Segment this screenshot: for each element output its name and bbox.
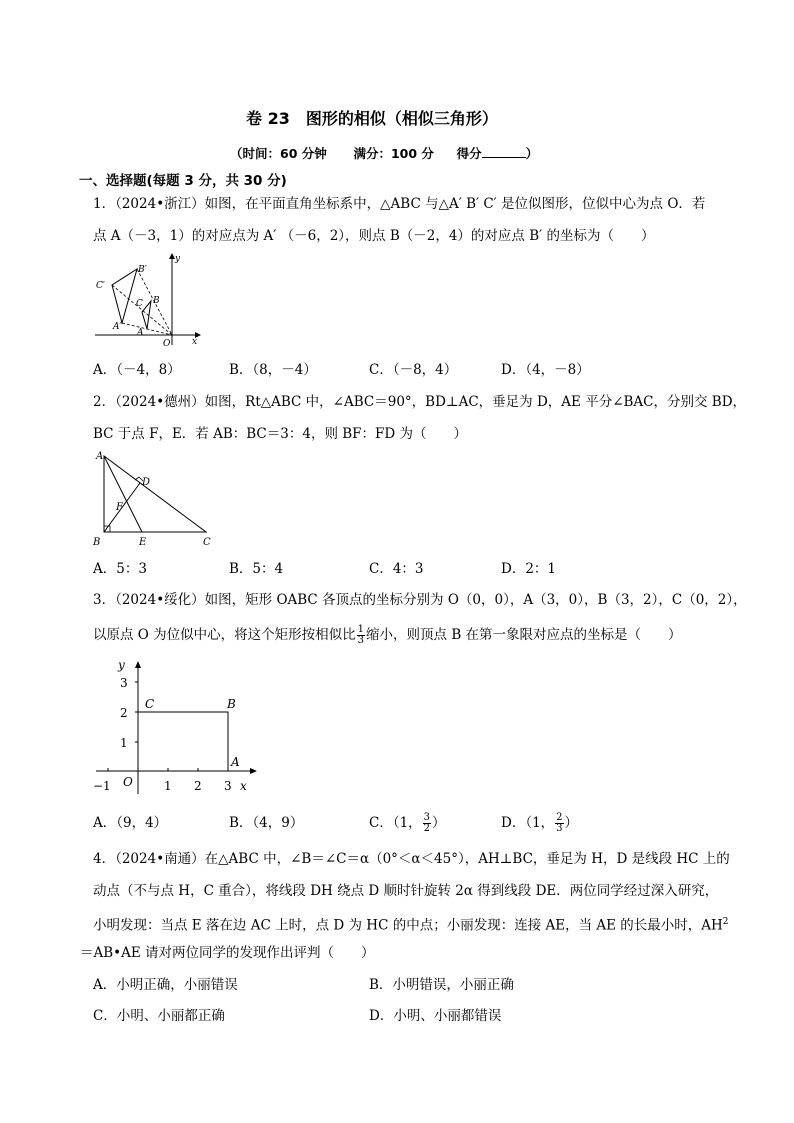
q3-option-b[interactable]: B．（4，9） <box>229 815 304 831</box>
q2-label-F: F <box>116 502 123 513</box>
got-label: 得分 <box>456 146 482 161</box>
q3-option-d-pre: D．（1， <box>501 815 555 831</box>
q2-option-c[interactable]: C．4：3 <box>369 561 424 577</box>
q3-ratio-num: 1 <box>357 624 365 635</box>
q1-option-b[interactable]: B．（8，－4） <box>229 362 317 378</box>
q3-tick-y1: 1 <box>120 736 128 750</box>
q3-option-c-fraction <box>423 813 431 834</box>
q3-label-C: C <box>145 697 155 711</box>
q4-option-a[interactable]: A．小明正确，小丽错误 <box>93 977 238 993</box>
q3-option-d-fraction <box>555 813 563 834</box>
q1-option-a[interactable]: A．（－4，8） <box>93 362 181 378</box>
q4-line3 <box>93 914 729 934</box>
q1-label-O: O <box>163 339 171 349</box>
q3-figure <box>88 654 258 799</box>
q3-line2-post: 缩小，则顶点 B 在第一象限对应点的坐标是（ ） <box>366 627 682 643</box>
q1-label-A1: A′ <box>113 322 122 332</box>
q2-line1: 2．（2024•德州）如图，Rt△ABC 中，∠ABC＝90°，BD⊥AC，垂足为 D，AE 平分∠BAC，分别交 BD， <box>93 394 747 410</box>
q1-label-B: B <box>153 296 160 306</box>
q2-label-E: E <box>139 537 147 548</box>
q3-tick-y2: 2 <box>120 706 128 720</box>
q1-option-d[interactable]: D．（4，－8） <box>501 362 590 378</box>
q3-label-A: A <box>231 755 240 769</box>
q1-figure <box>90 250 210 350</box>
q3-label-y: y <box>118 658 125 672</box>
q2-option-b[interactable]: B．5：4 <box>229 561 284 577</box>
q1-line1: 1．（2024•浙江）如图，在平面直角坐标系中，△ABC 与△A′ B′ C′ 是位似图形，位似中心为点 O．若 <box>93 196 706 212</box>
q4-line3-text: 小明发现：当点 E 落在边 AC 上时，点 D 为 HC 的中点；小丽发现：连接 AE，当 AE 的长最小时，AH <box>93 917 723 934</box>
q3-label-x: x <box>240 779 247 793</box>
q3-tick-x3: 3 <box>224 779 232 793</box>
q3-label-B: B <box>227 697 236 711</box>
q3-option-d-den: 3 <box>556 823 563 834</box>
q2-figure <box>90 446 220 550</box>
q1-label-C: C <box>136 299 143 309</box>
q1-label-C1: C′ <box>96 281 105 291</box>
q4-option-b[interactable]: B．小明错误，小丽正确 <box>369 977 514 993</box>
q3-option-d[interactable] <box>501 808 578 838</box>
q1-label-A: A <box>137 328 144 338</box>
q3-line1: 3．（2024•绥化）如图，矩形 OABC 各顶点的坐标分别为 O（0，0），A（3，0），B（3，2），C（0，2）， <box>93 592 747 608</box>
q4-option-d[interactable]: D．小明、小丽都错误 <box>369 1008 502 1024</box>
score-blank[interactable] <box>482 145 526 158</box>
q3-tick-x1: 1 <box>164 779 172 793</box>
q4-superscript: 2 <box>722 917 729 927</box>
exam-info <box>230 144 538 162</box>
q3-line2-pre: 以原点 O 为位似中心，将这个矩形按相似比 <box>93 627 356 643</box>
time-label: （时间：60 分钟 <box>230 146 327 161</box>
close-paren: ） <box>525 146 539 161</box>
q3-option-a[interactable]: A．（9，4） <box>93 815 168 831</box>
q3-label-O: O <box>123 775 133 789</box>
q1-label-y: y <box>175 254 181 264</box>
score-label: 满分：100 分 <box>353 146 434 161</box>
q3-option-c-den: 2 <box>423 823 431 834</box>
q2-label-B: B <box>93 537 101 548</box>
q3-tick-y3: 3 <box>120 676 128 690</box>
q3-option-c-num: 3 <box>423 812 431 823</box>
q3-ratio-fraction <box>357 625 365 646</box>
q1-line2: 点 A（－3，1）的对应点为 A′ （－6，2），则点 B（－2，4）的对应点 B′ 的坐标为（ ） <box>93 228 655 244</box>
q4-line1: 4．（2024•南通）在△ABC 中，∠B＝∠C＝α（0°＜α＜45°），AH⊥BC，垂足为 H，D 是线段 HC 上的 <box>93 851 730 867</box>
q3-tick-x2: 2 <box>194 779 202 793</box>
q4-line4: ＝AB•AE 请对两位同学的发现作出评判（ ） <box>80 945 375 961</box>
q2-label-D: D <box>142 477 151 488</box>
q3-option-c-pre: C．（1， <box>369 815 422 831</box>
q3-option-d-num: 2 <box>556 812 563 823</box>
q2-line2: BC 于点 F，E．若 AB：BC＝3：4，则 BF：FD 为（ ） <box>93 426 468 442</box>
q3-line2 <box>93 625 682 646</box>
q2-option-a[interactable]: A．5：3 <box>93 561 147 577</box>
q1-label-x: x <box>192 337 198 347</box>
q4-option-c[interactable]: C．小明、小丽都正确 <box>93 1008 225 1024</box>
section-title: 一、选择题(每题 3 分，共 30 分) <box>79 173 287 189</box>
q1-option-c[interactable]: C．（－8，4） <box>369 362 458 378</box>
page-title: 卷 23 图形的相似（相似三角形） <box>246 109 498 128</box>
q3-option-c[interactable] <box>369 808 446 838</box>
q4-line2: 动点（不与点 H，C 重合），将线段 DH 绕点 D 顺时针旋转 2α 得到线段 DE．两位同学经过深入研究， <box>93 883 719 899</box>
q3-tick-xm1: −1 <box>93 779 111 793</box>
q2-label-A: A <box>96 451 104 462</box>
q2-label-C: C <box>203 537 211 548</box>
q3-option-c-post: ） <box>432 815 446 831</box>
q3-ratio-den: 3 <box>357 635 365 646</box>
q2-option-d[interactable]: D．2：1 <box>501 561 557 577</box>
q1-label-B1: B′ <box>138 265 147 275</box>
q3-option-d-post: ） <box>564 815 579 831</box>
